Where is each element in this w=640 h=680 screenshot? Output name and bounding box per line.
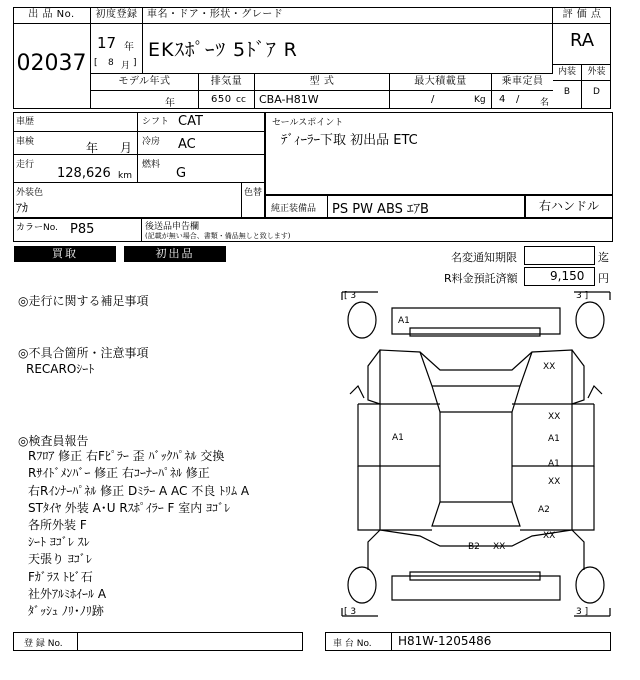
- color-no-value: P85: [70, 222, 95, 237]
- diagram-corner-label: [ 3: [344, 291, 357, 301]
- recycle-value: 9,150: [550, 269, 585, 283]
- first-reg-year: 17: [97, 34, 117, 52]
- first-listing-badge: 初出品: [124, 246, 226, 262]
- mileage-value: 128,626: [57, 166, 111, 181]
- lot-no: 02037: [13, 24, 91, 109]
- inspector-line: 社外ｱﾙﾐﾎｲｰﾙ A: [28, 587, 107, 601]
- mileage-label: 走行: [16, 160, 35, 170]
- fuel-value: G: [176, 166, 187, 181]
- first-reg-month-bracket-end: ]: [133, 58, 137, 68]
- inspector-line: Fｶﾞﾗｽ ﾄﾋﾞ石: [28, 570, 93, 584]
- sales-point-label: セールスポイント: [272, 118, 344, 128]
- rating-value: RA: [569, 30, 595, 51]
- damage-mark: A1: [398, 316, 410, 326]
- car-name-divider: [143, 24, 553, 73]
- reg-no-label: 登 録 No.: [24, 639, 63, 649]
- inspector-line: Rｻｲﾄﾞﾒﾝﾊﾞｰ 修正 右ｺｰﾅｰﾊﾟﾈﾙ 修正: [28, 466, 210, 480]
- sales-point-value: ﾃﾞｨｰﾗｰ下取 初出品 ETC: [281, 133, 418, 148]
- recycle-label: R料金預託済額: [444, 272, 518, 285]
- exterior-grade: D: [593, 87, 600, 97]
- model-type-value: CBA-H81W: [259, 93, 319, 106]
- history-label: 車歴: [16, 117, 35, 127]
- first-reg-month-unit: 月: [121, 61, 131, 71]
- model-year-cell: [91, 91, 199, 109]
- genuine-equip-divider: [327, 195, 328, 218]
- capacity-label: 乗車定員: [501, 76, 544, 87]
- inspection-month-unit: 月: [120, 141, 133, 155]
- name-change-label: 名変通知期限: [451, 251, 517, 264]
- inspector-line: ﾀﾞｯｼｭ ﾉﾘ･ﾉﾘ跡: [28, 604, 104, 618]
- model-year-unit: 年: [165, 98, 176, 109]
- ext-color-value: ｱｶ: [16, 201, 29, 215]
- ext-color-cell: [13, 183, 242, 218]
- genuine-equip-label: 純正装備品: [271, 204, 317, 214]
- fuel-label: 燃料: [142, 160, 161, 170]
- lot-no-label: 出 品 No.: [13, 7, 91, 24]
- name-change-box: [524, 246, 595, 265]
- damage-mark: XX: [543, 531, 556, 541]
- docs-label: 後送品申告欄: [145, 222, 200, 232]
- defects-line: RECAROｼｰﾄ: [26, 362, 95, 376]
- damage-mark: XX: [493, 542, 506, 552]
- inspector-line: STﾀｲﾔ 外装 A･U Rｽﾎﾟｲﾗｰ F 室内 ﾖｺﾞﾚ: [28, 501, 231, 515]
- car-name: EKｽﾎﾟｰﾂ 5ﾄﾞｱ R: [148, 39, 298, 61]
- chassis-value: H81W-1205486: [398, 634, 492, 648]
- defects-title: ◎不具合箇所・注意事項: [18, 346, 149, 360]
- docs-note: (記載が無い場合、書類・備品無しと致します): [145, 232, 291, 240]
- color-change-label: 色替: [244, 188, 263, 198]
- max-load-value: /: [431, 94, 435, 105]
- displacement-label: 排気量: [199, 73, 255, 91]
- damage-mark: A1: [548, 459, 560, 469]
- displacement-value: 650: [211, 94, 232, 105]
- damage-mark: B2: [468, 542, 480, 552]
- damage-mark: A1: [548, 434, 560, 444]
- color-no-label: カラーNo.: [16, 223, 58, 233]
- first-reg-divider: [91, 24, 143, 73]
- damage-mark: XX: [548, 412, 561, 422]
- shift-value: CAT: [178, 114, 203, 129]
- inspection-label: 車検: [16, 137, 35, 147]
- car-name-label: 車名・ドア・形状・グレード: [143, 7, 553, 24]
- rating-label: 評 価 点: [553, 7, 611, 24]
- inspector-title: ◎検査員報告: [18, 434, 89, 448]
- exterior-label: 外装: [582, 64, 611, 81]
- diagram-corner-label: 3 ]: [576, 291, 589, 301]
- shift-label: シフト: [142, 117, 170, 127]
- chassis-label: 車 台 No.: [333, 639, 372, 649]
- inspection-year-unit: 年: [86, 141, 99, 155]
- recycle-unit: 円: [598, 272, 609, 285]
- max-load-unit: Kg: [474, 95, 486, 105]
- damage-mark: XX: [543, 362, 556, 372]
- inspector-line: 各所外装 F: [28, 518, 87, 532]
- capacity-unit: 名: [540, 98, 550, 108]
- first-reg-year-unit: 年: [124, 42, 135, 53]
- purchase-badge: 買取: [14, 246, 116, 262]
- driving-notes-title: ◎走行に関する補足事項: [18, 294, 149, 308]
- max-load-label: 最大積載量: [390, 73, 492, 91]
- inspector-line: ｼｰﾄ ﾖｺﾞﾚ ｽﾚ: [28, 535, 90, 549]
- ext-color-label: 外装色: [16, 188, 44, 198]
- damage-mark: XX: [548, 477, 561, 487]
- handle-box: 右ハンドル: [525, 195, 613, 218]
- capacity-value: 4: [499, 94, 506, 105]
- interior-grade: B: [553, 81, 582, 109]
- inspector-line: 天張り ﾖｺﾞﾚ: [28, 552, 92, 566]
- inspector-line: Rﾌﾛｱ 修正 右Fﾋﾟﾗｰ 歪 ﾊﾞｯｸﾊﾟﾈﾙ 交換: [28, 449, 225, 463]
- first-reg-month-bracket: [: [94, 58, 98, 68]
- ac-value: AC: [178, 137, 196, 152]
- capacity-slash: /: [516, 94, 520, 105]
- ac-label: 冷房: [142, 137, 161, 147]
- model-year-label: モデル年式: [91, 73, 199, 91]
- name-change-unit: 迄: [598, 251, 609, 264]
- car-damage-diagram: [340, 290, 612, 618]
- chassis-divider: [391, 632, 392, 651]
- damage-mark: A2: [538, 505, 550, 515]
- genuine-equip-value: PS PW ABS ｴｱB: [332, 202, 429, 217]
- damage-mark: A1: [392, 433, 404, 443]
- model-type-label: 型 式: [255, 73, 390, 91]
- interior-label: 内装: [553, 64, 582, 81]
- diagram-corner-label: [ 3: [344, 607, 357, 617]
- reg-no-divider: [77, 632, 78, 651]
- first-reg-label: 初度登録: [91, 7, 143, 24]
- displacement-unit: cc: [236, 95, 246, 105]
- first-reg-month: 8: [108, 58, 114, 68]
- inspector-line: 右Rｲﾝﾅｰﾊﾟﾈﾙ 修正 Dﾐﾗｰ A AC 不良 ﾄﾘﾑ A: [28, 484, 250, 498]
- diagram-corner-label: 3 ]: [576, 607, 589, 617]
- mileage-unit: km: [118, 171, 132, 181]
